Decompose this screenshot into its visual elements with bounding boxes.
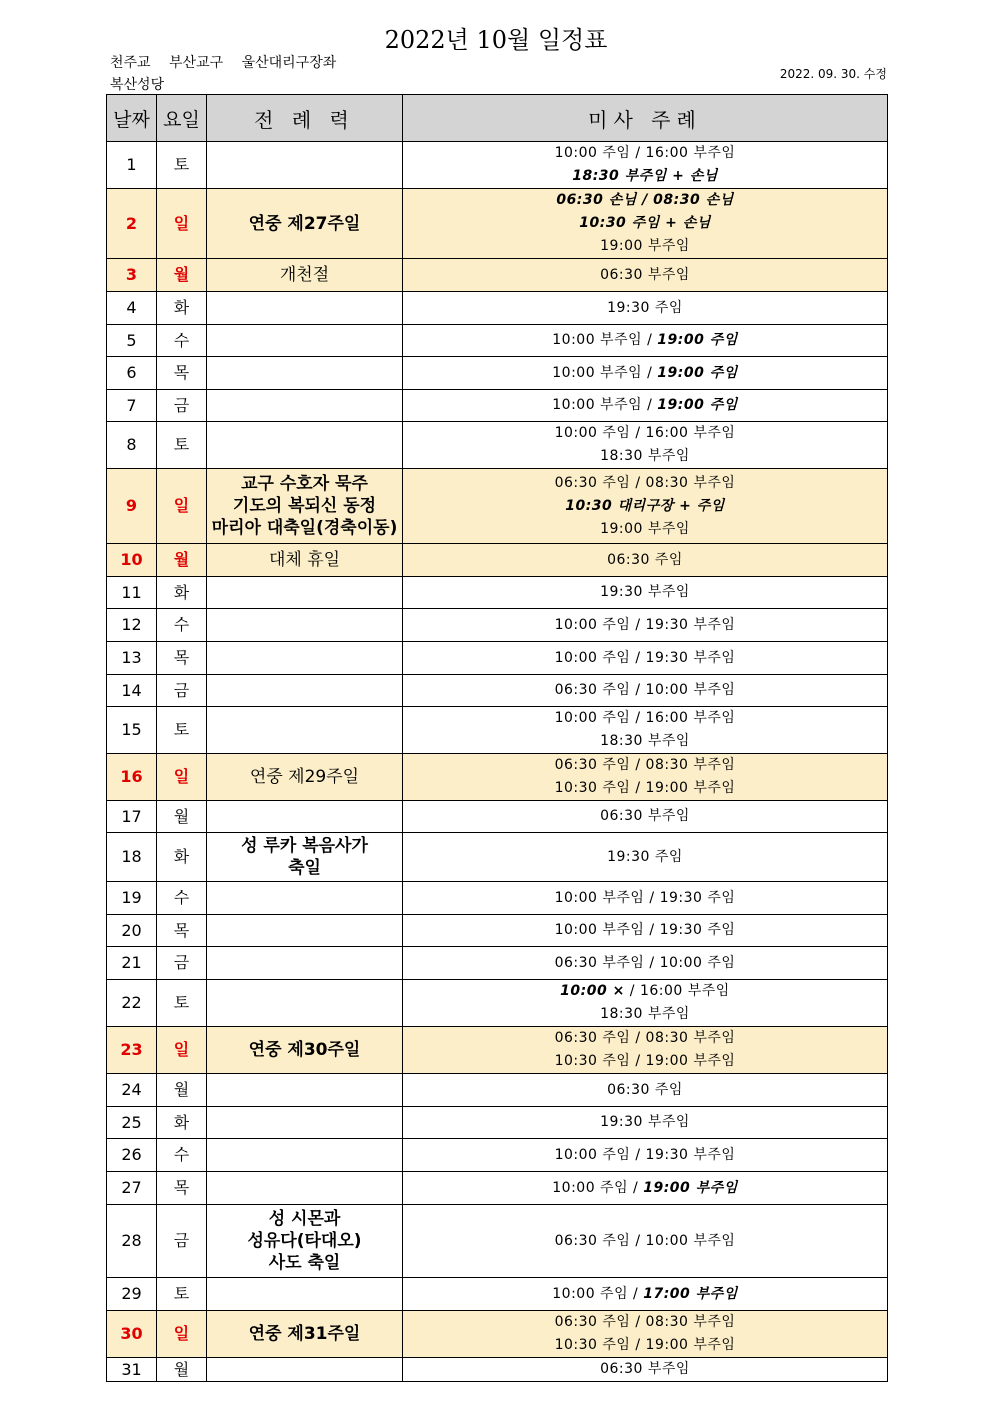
table-row (107, 882, 888, 915)
mass-text: 10:30 주임 / 19:00 부주임 (554, 1053, 736, 1069)
mass-line (403, 1230, 887, 1253)
mass-line (403, 754, 887, 777)
mass-text: 06:30 부주임 / 10:00 주임 (554, 954, 736, 971)
mass-line (403, 235, 887, 258)
table-row (107, 675, 888, 707)
mass-text: 10:00 주임 / 16:00 부주임 (554, 425, 736, 441)
mass-cell (403, 1358, 888, 1382)
date-cell: 29 (107, 1278, 157, 1311)
table-row (107, 642, 888, 675)
mass-line (403, 952, 887, 975)
page-title: 2022년 10월 일정표 (384, 26, 608, 54)
mass-cell (403, 642, 888, 675)
table-row (107, 947, 888, 980)
mass-text: 18:30 부주임 (600, 1006, 690, 1022)
weekday-cell: 금 (157, 1205, 207, 1278)
table-row (107, 609, 888, 642)
mass-cell (403, 882, 888, 915)
date-cell: 14 (107, 675, 157, 707)
mass-line (403, 189, 887, 212)
weekday-cell: 월 (157, 544, 207, 577)
table-header-row (107, 95, 888, 142)
mass-cell (403, 142, 888, 189)
liturgy-line: 축일 (288, 858, 321, 878)
weekday-cell: 일 (157, 1027, 207, 1074)
mass-cell (403, 325, 888, 357)
mass-line (403, 1144, 887, 1167)
liturgy-cell (207, 1205, 403, 1278)
weekday-cell: 목 (157, 357, 207, 390)
mass-line (403, 1003, 887, 1026)
mass-cell (403, 544, 888, 577)
mass-text: 10:00 주임 / 16:00 부주임 (554, 710, 736, 726)
table-row (107, 915, 888, 947)
liturgy-cell (207, 1358, 403, 1382)
mass-line (403, 445, 887, 468)
mass-emphasis: 19:00 주임 (657, 397, 738, 413)
date-cell: 12 (107, 609, 157, 642)
mass-text: 10:00 부주임 / 19:30 주임 (554, 922, 736, 938)
mass-line (403, 679, 887, 702)
mass-line (403, 394, 887, 417)
mass-text: / 16:00 부주임 (624, 983, 730, 999)
weekday-cell: 일 (157, 1311, 207, 1358)
mass-line (403, 495, 887, 518)
weekday-cell: 수 (157, 609, 207, 642)
mass-cell (403, 609, 888, 642)
weekday-cell: 토 (157, 980, 207, 1027)
liturgy-cell (207, 1139, 403, 1172)
date-cell: 13 (107, 642, 157, 675)
mass-cell (403, 1074, 888, 1107)
mass-cell (403, 1139, 888, 1172)
liturgy-cell (207, 707, 403, 754)
liturgy-cell (207, 325, 403, 357)
mass-text: 19:00 부주임 (600, 238, 690, 254)
weekday-cell: 화 (157, 833, 207, 882)
mass-line (403, 647, 887, 670)
mass-line (403, 777, 887, 800)
revision-date: 2022. 09. 30. 수정 (779, 67, 887, 81)
table-row (107, 1139, 888, 1172)
mass-line (403, 1050, 887, 1073)
table-row (107, 544, 888, 577)
date-cell: 4 (107, 292, 157, 325)
mass-cell (403, 707, 888, 754)
mass-text: 10:30 주임 / 19:00 부주임 (554, 780, 736, 796)
weekday-cell: 일 (157, 189, 207, 259)
weekday-cell: 목 (157, 1172, 207, 1205)
weekday-cell: 목 (157, 642, 207, 675)
date-cell: 15 (107, 707, 157, 754)
mass-line (403, 472, 887, 495)
table-row (107, 390, 888, 422)
liturgy-cell (207, 754, 403, 801)
mass-line (403, 919, 887, 942)
date-cell: 2 (107, 189, 157, 259)
table-row (107, 189, 888, 259)
weekday-cell: 일 (157, 754, 207, 801)
table-row (107, 292, 888, 325)
liturgy-cell (207, 142, 403, 189)
weekday-cell: 일 (157, 469, 207, 544)
mass-line (403, 1027, 887, 1050)
mass-line (403, 212, 887, 235)
mass-cell (403, 1172, 888, 1205)
liturgy-cell (207, 833, 403, 882)
mass-line (403, 805, 887, 828)
table-row (107, 325, 888, 357)
liturgy-cell (207, 915, 403, 947)
mass-cell (403, 801, 888, 833)
mass-cell (403, 675, 888, 707)
mass-cell (403, 577, 888, 609)
table-row (107, 801, 888, 833)
weekday-cell: 월 (157, 1074, 207, 1107)
liturgy-cell (207, 577, 403, 609)
liturgy-cell (207, 390, 403, 422)
date-cell: 3 (107, 259, 157, 292)
liturgy-line: 연중 제31주일 (248, 1324, 361, 1344)
weekday-cell: 월 (157, 801, 207, 833)
liturgy-line: 개천절 (279, 265, 330, 285)
weekday-cell: 화 (157, 577, 207, 609)
date-cell: 20 (107, 915, 157, 947)
mass-line (403, 980, 887, 1003)
table-row (107, 980, 888, 1027)
liturgy-line: 연중 제30주일 (248, 1040, 361, 1060)
mass-line (403, 730, 887, 753)
mass-line (403, 362, 887, 385)
mass-line (403, 1334, 887, 1357)
mass-cell (403, 980, 888, 1027)
liturgy-line: 성 시몬과 (268, 1209, 341, 1229)
liturgy-cell (207, 947, 403, 980)
mass-text: 06:30 주임 / 10:00 부주임 (554, 1232, 736, 1249)
mass-emphasis: 19:00 부주임 (643, 1179, 738, 1196)
mass-text: 06:30 주임 (607, 1081, 683, 1098)
liturgy-line: 대체 휴일 (268, 550, 341, 570)
diocese-label: 천주교 부산교구 울산대리구장좌 (110, 55, 337, 71)
mass-line (403, 297, 887, 320)
table-row (107, 1027, 888, 1074)
weekday-cell: 화 (157, 1107, 207, 1139)
mass-cell (403, 754, 888, 801)
mass-cell (403, 1107, 888, 1139)
mass-text: 10:00 부주임 / 19:30 주임 (554, 889, 736, 906)
date-cell: 28 (107, 1205, 157, 1278)
weekday-cell: 금 (157, 675, 207, 707)
weekday-cell: 수 (157, 325, 207, 357)
schedule-table (106, 94, 888, 1382)
parish-label: 복산성당 (110, 77, 165, 93)
liturgy-cell (207, 1278, 403, 1311)
mass-cell (403, 1205, 888, 1278)
mass-text: 10:00 부주임 / (552, 332, 658, 348)
table-row (107, 259, 888, 292)
mass-line (403, 581, 887, 604)
mass-text: 18:30 부주임 (600, 733, 690, 749)
table-row (107, 142, 888, 189)
mass-text: 06:30 주임 / 08:30 부주임 (554, 1314, 736, 1330)
weekday-cell: 금 (157, 947, 207, 980)
liturgy-line: 성 루카 복음사가 (241, 836, 368, 856)
mass-text: 19:30 부주임 (600, 1114, 690, 1130)
liturgy-line: 연중 제29주일 (249, 767, 360, 787)
weekday-cell: 수 (157, 882, 207, 915)
table-row (107, 1074, 888, 1107)
mass-line (403, 1311, 887, 1334)
mass-text: 10:00 주임 / 16:00 부주임 (554, 145, 736, 161)
date-cell: 16 (107, 754, 157, 801)
table-row (107, 422, 888, 469)
liturgy-cell (207, 292, 403, 325)
table-row (107, 1311, 888, 1358)
liturgy-line: 교구 수호자 묵주 (241, 474, 368, 494)
liturgy-line: 기도의 복되신 동정 (232, 496, 377, 516)
table-row (107, 754, 888, 801)
date-cell: 27 (107, 1172, 157, 1205)
liturgy-line: 마리아 대축일(경축이동) (211, 518, 398, 538)
liturgy-line: 성유다(타대오) (247, 1231, 362, 1251)
mass-line (403, 614, 887, 637)
mass-text: 19:30 주임 (607, 848, 683, 865)
liturgy-cell (207, 1027, 403, 1074)
mass-line (403, 549, 887, 572)
table-row (107, 577, 888, 609)
mass-text: 06:30 주임 (607, 551, 683, 568)
mass-text: 06:30 부주임 (600, 808, 690, 824)
mass-line (403, 1079, 887, 1102)
mass-line (403, 1111, 887, 1134)
mass-line (403, 846, 887, 869)
liturgy-cell (207, 544, 403, 577)
mass-text: 10:00 부주임 / (552, 397, 658, 413)
liturgy-cell (207, 801, 403, 833)
date-cell: 22 (107, 980, 157, 1027)
mass-cell (403, 422, 888, 469)
mass-cell (403, 833, 888, 882)
liturgy-cell (207, 609, 403, 642)
liturgy-cell (207, 259, 403, 292)
weekday-cell: 목 (157, 915, 207, 947)
date-cell: 11 (107, 577, 157, 609)
date-cell: 7 (107, 390, 157, 422)
mass-line (403, 887, 887, 910)
date-cell: 18 (107, 833, 157, 882)
date-cell: 21 (107, 947, 157, 980)
mass-line (403, 1177, 887, 1200)
header-day: 요일 (157, 95, 207, 142)
mass-text: 18:30 부주임 (600, 448, 690, 464)
table-row (107, 833, 888, 882)
mass-line (403, 1358, 887, 1381)
liturgy-cell (207, 422, 403, 469)
weekday-cell: 토 (157, 1278, 207, 1311)
liturgy-cell (207, 189, 403, 259)
mass-text: 10:00 주임 / 19:30 부주임 (554, 1146, 736, 1163)
mass-line (403, 329, 887, 352)
mass-text: 10:00 주임 / 19:30 부주임 (554, 616, 736, 633)
mass-text: 18:30 부주임 + 손님 (572, 168, 718, 184)
mass-cell (403, 189, 888, 259)
mass-cell (403, 469, 888, 544)
table-row (107, 1278, 888, 1311)
liturgy-line: 연중 제27주일 (248, 213, 361, 234)
table-row (107, 1107, 888, 1139)
date-cell: 23 (107, 1027, 157, 1074)
header-liturgy: 전 례 력 (207, 95, 403, 142)
mass-cell (403, 292, 888, 325)
mass-line (403, 707, 887, 730)
mass-text: 06:30 주임 / 08:30 부주임 (554, 474, 736, 491)
date-cell: 5 (107, 325, 157, 357)
date-cell: 24 (107, 1074, 157, 1107)
liturgy-cell (207, 1172, 403, 1205)
mass-cell (403, 390, 888, 422)
mass-line (403, 142, 887, 165)
date-cell: 30 (107, 1311, 157, 1358)
mass-text: 10:30 주임 + 손님 (579, 215, 711, 231)
mass-text: 19:00 부주임 (600, 520, 690, 537)
weekday-cell: 토 (157, 142, 207, 189)
mass-emphasis: 19:00 주임 (657, 364, 738, 381)
table-row (107, 707, 888, 754)
mass-text: 06:30 부주임 (600, 266, 690, 283)
mass-text: 10:00 주임 / 19:30 부주임 (554, 649, 736, 666)
mass-text: 06:30 손님 / 08:30 손님 (556, 192, 734, 208)
liturgy-cell (207, 1074, 403, 1107)
liturgy-cell (207, 675, 403, 707)
mass-text: 10:00 주임 / (552, 1179, 644, 1196)
mass-cell (403, 1278, 888, 1311)
mass-text: 06:30 주임 / 08:30 부주임 (554, 757, 736, 773)
date-cell: 17 (107, 801, 157, 833)
table-row (107, 469, 888, 544)
table-row (107, 1172, 888, 1205)
mass-emphasis: 19:00 주임 (657, 332, 738, 348)
date-cell: 9 (107, 469, 157, 544)
date-cell: 31 (107, 1358, 157, 1382)
date-cell: 10 (107, 544, 157, 577)
date-cell: 8 (107, 422, 157, 469)
weekday-cell: 토 (157, 707, 207, 754)
mass-emphasis: 10:00 × (560, 983, 625, 999)
mass-line (403, 422, 887, 445)
liturgy-cell (207, 1107, 403, 1139)
date-cell: 1 (107, 142, 157, 189)
mass-text: 19:30 부주임 (600, 584, 690, 600)
liturgy-cell (207, 1311, 403, 1358)
mass-line (403, 165, 887, 188)
mass-text: 10:30 주임 / 19:00 부주임 (554, 1337, 736, 1353)
date-cell: 6 (107, 357, 157, 390)
weekday-cell: 수 (157, 1139, 207, 1172)
mass-text: 10:00 주임 / (552, 1285, 644, 1302)
weekday-cell: 토 (157, 422, 207, 469)
mass-line (403, 518, 887, 541)
mass-text: 06:30 부주임 (600, 1361, 690, 1377)
liturgy-cell (207, 642, 403, 675)
mass-cell (403, 357, 888, 390)
mass-emphasis: 17:00 부주임 (643, 1285, 738, 1302)
mass-cell (403, 915, 888, 947)
date-cell: 25 (107, 1107, 157, 1139)
liturgy-cell (207, 980, 403, 1027)
header-date: 날짜 (107, 95, 157, 142)
mass-line (403, 1283, 887, 1306)
date-cell: 26 (107, 1139, 157, 1172)
mass-cell (403, 1027, 888, 1074)
header-mass: 미사 주례 (403, 95, 888, 142)
liturgy-cell (207, 469, 403, 544)
mass-line (403, 264, 887, 287)
mass-text: 06:30 주임 / 10:00 부주임 (554, 682, 736, 698)
table-row (107, 357, 888, 390)
weekday-cell: 월 (157, 1358, 207, 1382)
mass-cell (403, 259, 888, 292)
schedule-body (107, 142, 888, 1382)
mass-text: 06:30 주임 / 08:30 부주임 (554, 1030, 736, 1046)
mass-cell (403, 947, 888, 980)
weekday-cell: 월 (157, 259, 207, 292)
liturgy-cell (207, 357, 403, 390)
table-row (107, 1205, 888, 1278)
mass-text: 10:30 대리구장 + 주임 (565, 497, 725, 514)
mass-cell (403, 1311, 888, 1358)
weekday-cell: 금 (157, 390, 207, 422)
weekday-cell: 화 (157, 292, 207, 325)
mass-text: 10:00 부주임 / (552, 364, 658, 381)
table-row (107, 1358, 888, 1382)
liturgy-cell (207, 882, 403, 915)
liturgy-line: 사도 축일 (268, 1253, 341, 1273)
mass-text: 19:30 주임 (607, 299, 683, 316)
date-cell: 19 (107, 882, 157, 915)
